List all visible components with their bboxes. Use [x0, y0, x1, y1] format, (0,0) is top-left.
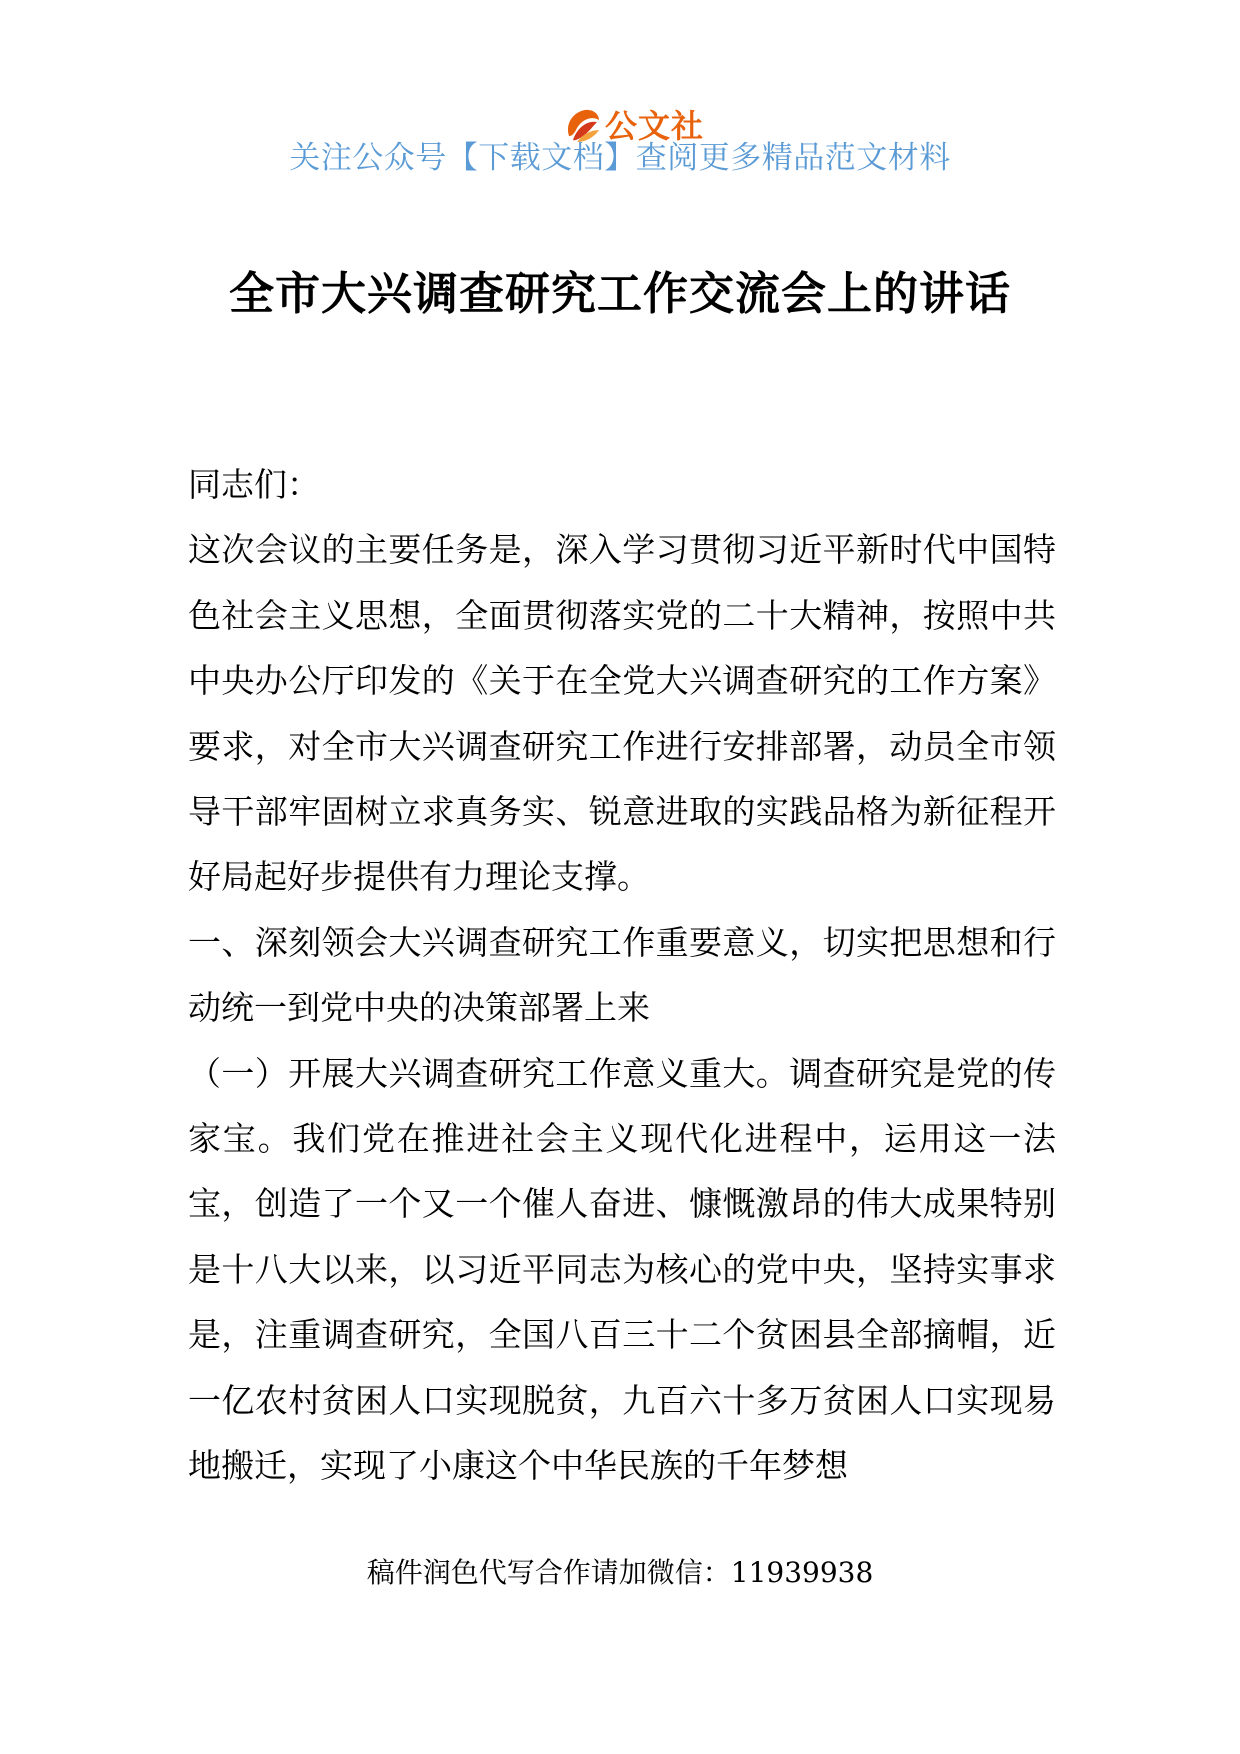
logo-text: 公文社: [605, 107, 705, 145]
paragraph-intro: 这次会议的主要任务是，深入学习贯彻习近平新时代中国特色社会主义思想，全面贯彻落实党的二十大精神，按照中共中央办公厅印发的《关于在全党大兴调查研究的工作方案》要求，对全市大兴调查研究工作进行安排部署，动员全市领导干部牢固树立求真务实、锐意进取的实践品格为新征程开好局起好步提供有力理论支撑。: [188, 530, 1056, 897]
promo-banner[interactable]: 关注公众号【下载文档】查阅更多精品范文材料: [289, 140, 951, 176]
footer-label: 稿件润色代写合作请加微信：: [366, 1556, 731, 1589]
document-body: [188, 452, 1056, 1499]
paragraph-subsection-1: （一）开展大兴调查研究工作意义重大。调查研究是党的传家宝。我们党在推进社会主义现代化进程中，运用这一法宝，创造了一个又一个催人奋进、慷慨激昂的伟大成果特别是十八大以来，以习近平同志为核心的党中央，坚持实事求是，注重调查研究，全国八百三十二个贫困县全部摘帽，近一亿农村贫困人口实现脱贫，九百六十多万贫困人口实现易地搬迁，实现了小康这个中华民族的千年梦想: [188, 1053, 1056, 1486]
footer-contact: [0, 1553, 1240, 1593]
wechat-id: 11939938: [730, 1556, 874, 1589]
salutation: 同志们：: [188, 465, 320, 504]
section-heading-1: 一、深刻领会大兴调查研究工作重要意义，切实把思想和行动统一到党中央的决策部署上来: [188, 922, 1056, 1028]
document-title: 全市大兴调查研究工作交流会上的讲话: [228, 267, 1011, 320]
